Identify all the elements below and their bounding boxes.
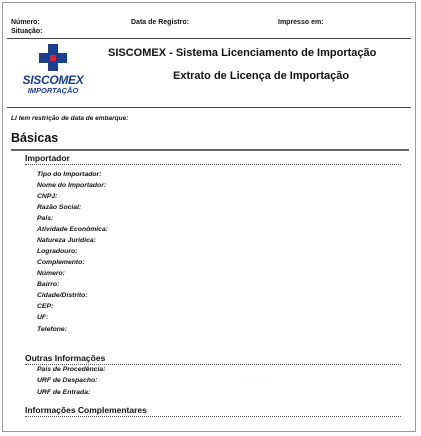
numero-label: Número: xyxy=(11,19,40,26)
field-cidade-distrito: Cidade/Distrito: xyxy=(37,292,88,299)
restriction-label: LI tem restrição de data de embarque: xyxy=(11,115,129,122)
field-natureza-juridica: Natureza Jurídica: xyxy=(37,237,96,244)
importador-heading: Importador xyxy=(25,153,70,163)
outras-rule xyxy=(25,364,401,365)
field-telefone: Telefone: xyxy=(37,326,67,333)
field-urf-entrada: URF de Entrada: xyxy=(37,389,91,396)
complementares-rule xyxy=(25,416,401,417)
field-nome-importador: Nome do Importador: xyxy=(37,182,107,189)
field-atividade-economica: Atividade Econômica: xyxy=(37,226,109,233)
field-pais: País: xyxy=(37,215,54,222)
section-heading-basicas: Básicas xyxy=(11,131,59,145)
field-logradouro: Logradouro: xyxy=(37,248,78,255)
cross-emblem-icon xyxy=(13,42,93,74)
field-complemento: Complemento: xyxy=(37,259,85,266)
field-cnpj: CNPJ: xyxy=(37,193,58,200)
impresso-label: Impresso em: xyxy=(278,19,324,26)
document-title: Extrato de Licença de Importação xyxy=(173,70,350,82)
field-cep: CEP: xyxy=(37,303,54,310)
document-page xyxy=(2,2,416,432)
logo-subtitle: IMPORTAÇÃO xyxy=(27,86,79,95)
outras-heading: Outras Informações xyxy=(25,353,106,363)
header-divider xyxy=(7,38,411,39)
siscomex-logo xyxy=(13,42,93,102)
system-title: SISCOMEX - Sistema Licenciamento de Importação xyxy=(108,47,377,59)
importador-rule xyxy=(25,164,401,165)
data-registro-label: Data de Registro: xyxy=(131,19,189,26)
faint-marks: · · · · xyxy=(243,381,275,387)
field-bairro: Bairro: xyxy=(37,281,60,288)
complementares-heading: Informações Complementares xyxy=(25,405,147,415)
title-divider xyxy=(7,107,411,108)
situacao-label: Situação: xyxy=(11,28,43,35)
field-urf-despacho: URF de Despacho: xyxy=(37,377,98,384)
field-razao-social: Razão Social: xyxy=(37,204,82,211)
basicas-rule xyxy=(11,149,409,151)
field-pais-procedencia: País de Procedência: xyxy=(37,366,106,373)
logo-wordmark: SISCOMEX xyxy=(22,73,84,87)
field-numero: Número: xyxy=(37,270,65,277)
field-tipo-importador: Tipo do Importador: xyxy=(37,171,102,178)
field-uf: UF: xyxy=(37,314,49,321)
